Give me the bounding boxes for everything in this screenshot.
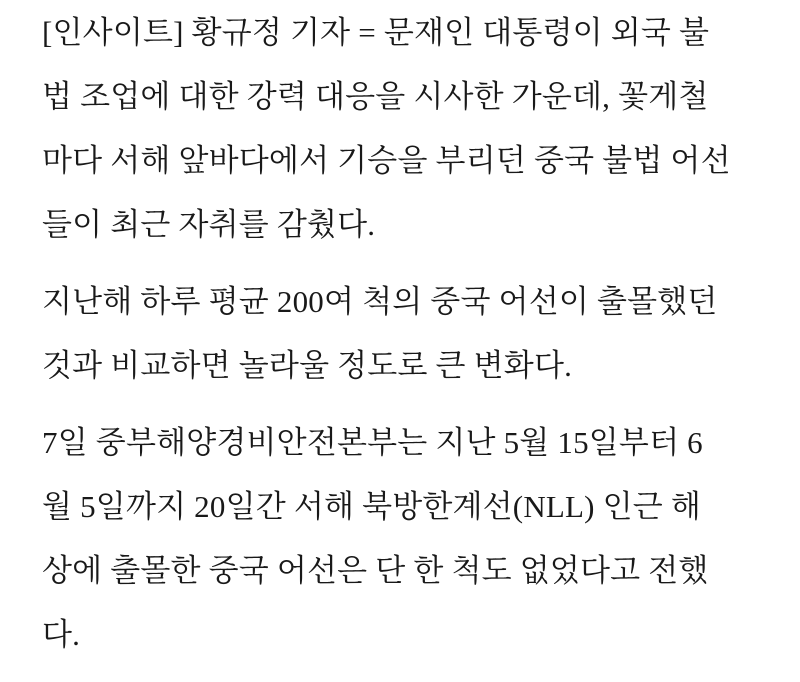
text-line: 7일 중부해양경비안전본부는 지난 5월 15일부터 6 — [42, 425, 703, 460]
text-line: 지난해 하루 평균 200여 척의 중국 어선이 출몰했던 — [42, 284, 718, 319]
text-line: 마다 서해 앞바다에서 기승을 부리던 중국 불법 어선 — [42, 143, 731, 178]
text-line: 다. — [42, 617, 81, 652]
paragraph-comparison — [42, 270, 756, 398]
text-line: 상에 출몰한 중국 어선은 단 한 척도 없었다고 전했 — [42, 553, 709, 588]
paragraph-report — [42, 411, 756, 667]
text-line: [인사이트] 황규정 기자 = 문재인 대통령이 외국 불 — [42, 15, 710, 50]
text-line: 월 5일까지 20일간 서해 북방한계선(NLL) 인근 해 — [42, 489, 702, 524]
text-line: 것과 비교하면 놀라울 정도로 큰 변화다. — [42, 348, 573, 383]
text-line: 들이 최근 자취를 감췄다. — [42, 207, 376, 242]
paragraph-lead — [42, 1, 756, 257]
text-line: 법 조업에 대한 강력 대응을 시사한 가운데, 꽃게철 — [42, 79, 709, 114]
